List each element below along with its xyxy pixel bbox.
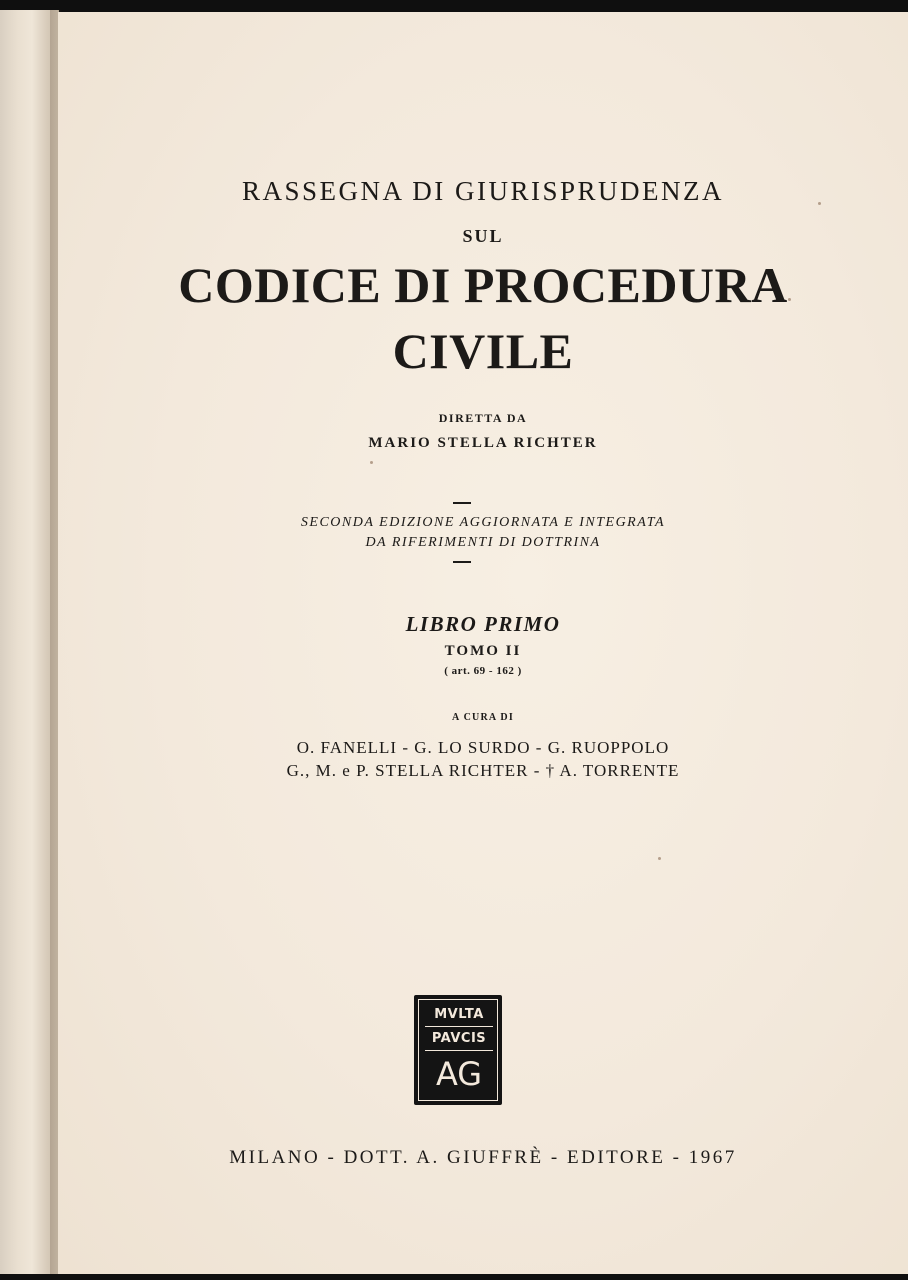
publisher-logo-frame bbox=[418, 999, 498, 1101]
director-name: MARIO STELLA RICHTER bbox=[368, 435, 598, 451]
logo-motto-word-1: MVLTA bbox=[434, 1007, 484, 1022]
main-title-line-1: CODICE DI PROCEDURA bbox=[178, 257, 788, 313]
title-connector: SUL bbox=[462, 226, 504, 246]
scan-bottom-edge bbox=[0, 1274, 908, 1280]
paper-speck bbox=[788, 298, 791, 301]
logo-rule-bottom bbox=[425, 1050, 493, 1051]
article-range: ( art. 69 - 162 ) bbox=[444, 665, 522, 677]
paper-speck bbox=[818, 202, 821, 205]
volume-number: TOMO II bbox=[444, 643, 522, 659]
edition-note-line-1: SECONDA EDIZIONE AGGIORNATA E INTEGRATA bbox=[300, 515, 666, 530]
separator-dash-top bbox=[453, 502, 471, 504]
separator-dash-bottom bbox=[453, 561, 471, 563]
paper-speck bbox=[370, 461, 373, 464]
editors-line-2: G., M. e P. STELLA RICHTER - † A. TORRENTE bbox=[286, 761, 680, 780]
logo-motto-word-2: PAVCIS bbox=[431, 1031, 487, 1046]
paper-speck bbox=[658, 857, 661, 860]
title-page bbox=[58, 12, 908, 1274]
edited-by-label: A CURA DI bbox=[452, 712, 514, 723]
book-number: LIBRO PRIMO bbox=[405, 612, 561, 636]
directed-by-label: DIRETTA DA bbox=[438, 411, 528, 425]
edition-note-line-2: DA RIFERIMENTI DI DOTTRINA bbox=[365, 535, 601, 550]
series-title: RASSEGNA DI GIURISPRUDENZA bbox=[241, 176, 725, 206]
main-title-line-2: CIVILE bbox=[392, 323, 574, 379]
editors-line-1: O. FANELLI - G. LO SURDO - G. RUOPPOLO bbox=[296, 738, 670, 757]
logo-monogram: AG bbox=[435, 1055, 483, 1093]
publisher-imprint: MILANO - DOTT. A. GIUFFRÈ - EDITORE - 1967 bbox=[229, 1147, 737, 1168]
logo-rule-top bbox=[425, 1026, 493, 1027]
publisher-logo bbox=[414, 995, 502, 1105]
